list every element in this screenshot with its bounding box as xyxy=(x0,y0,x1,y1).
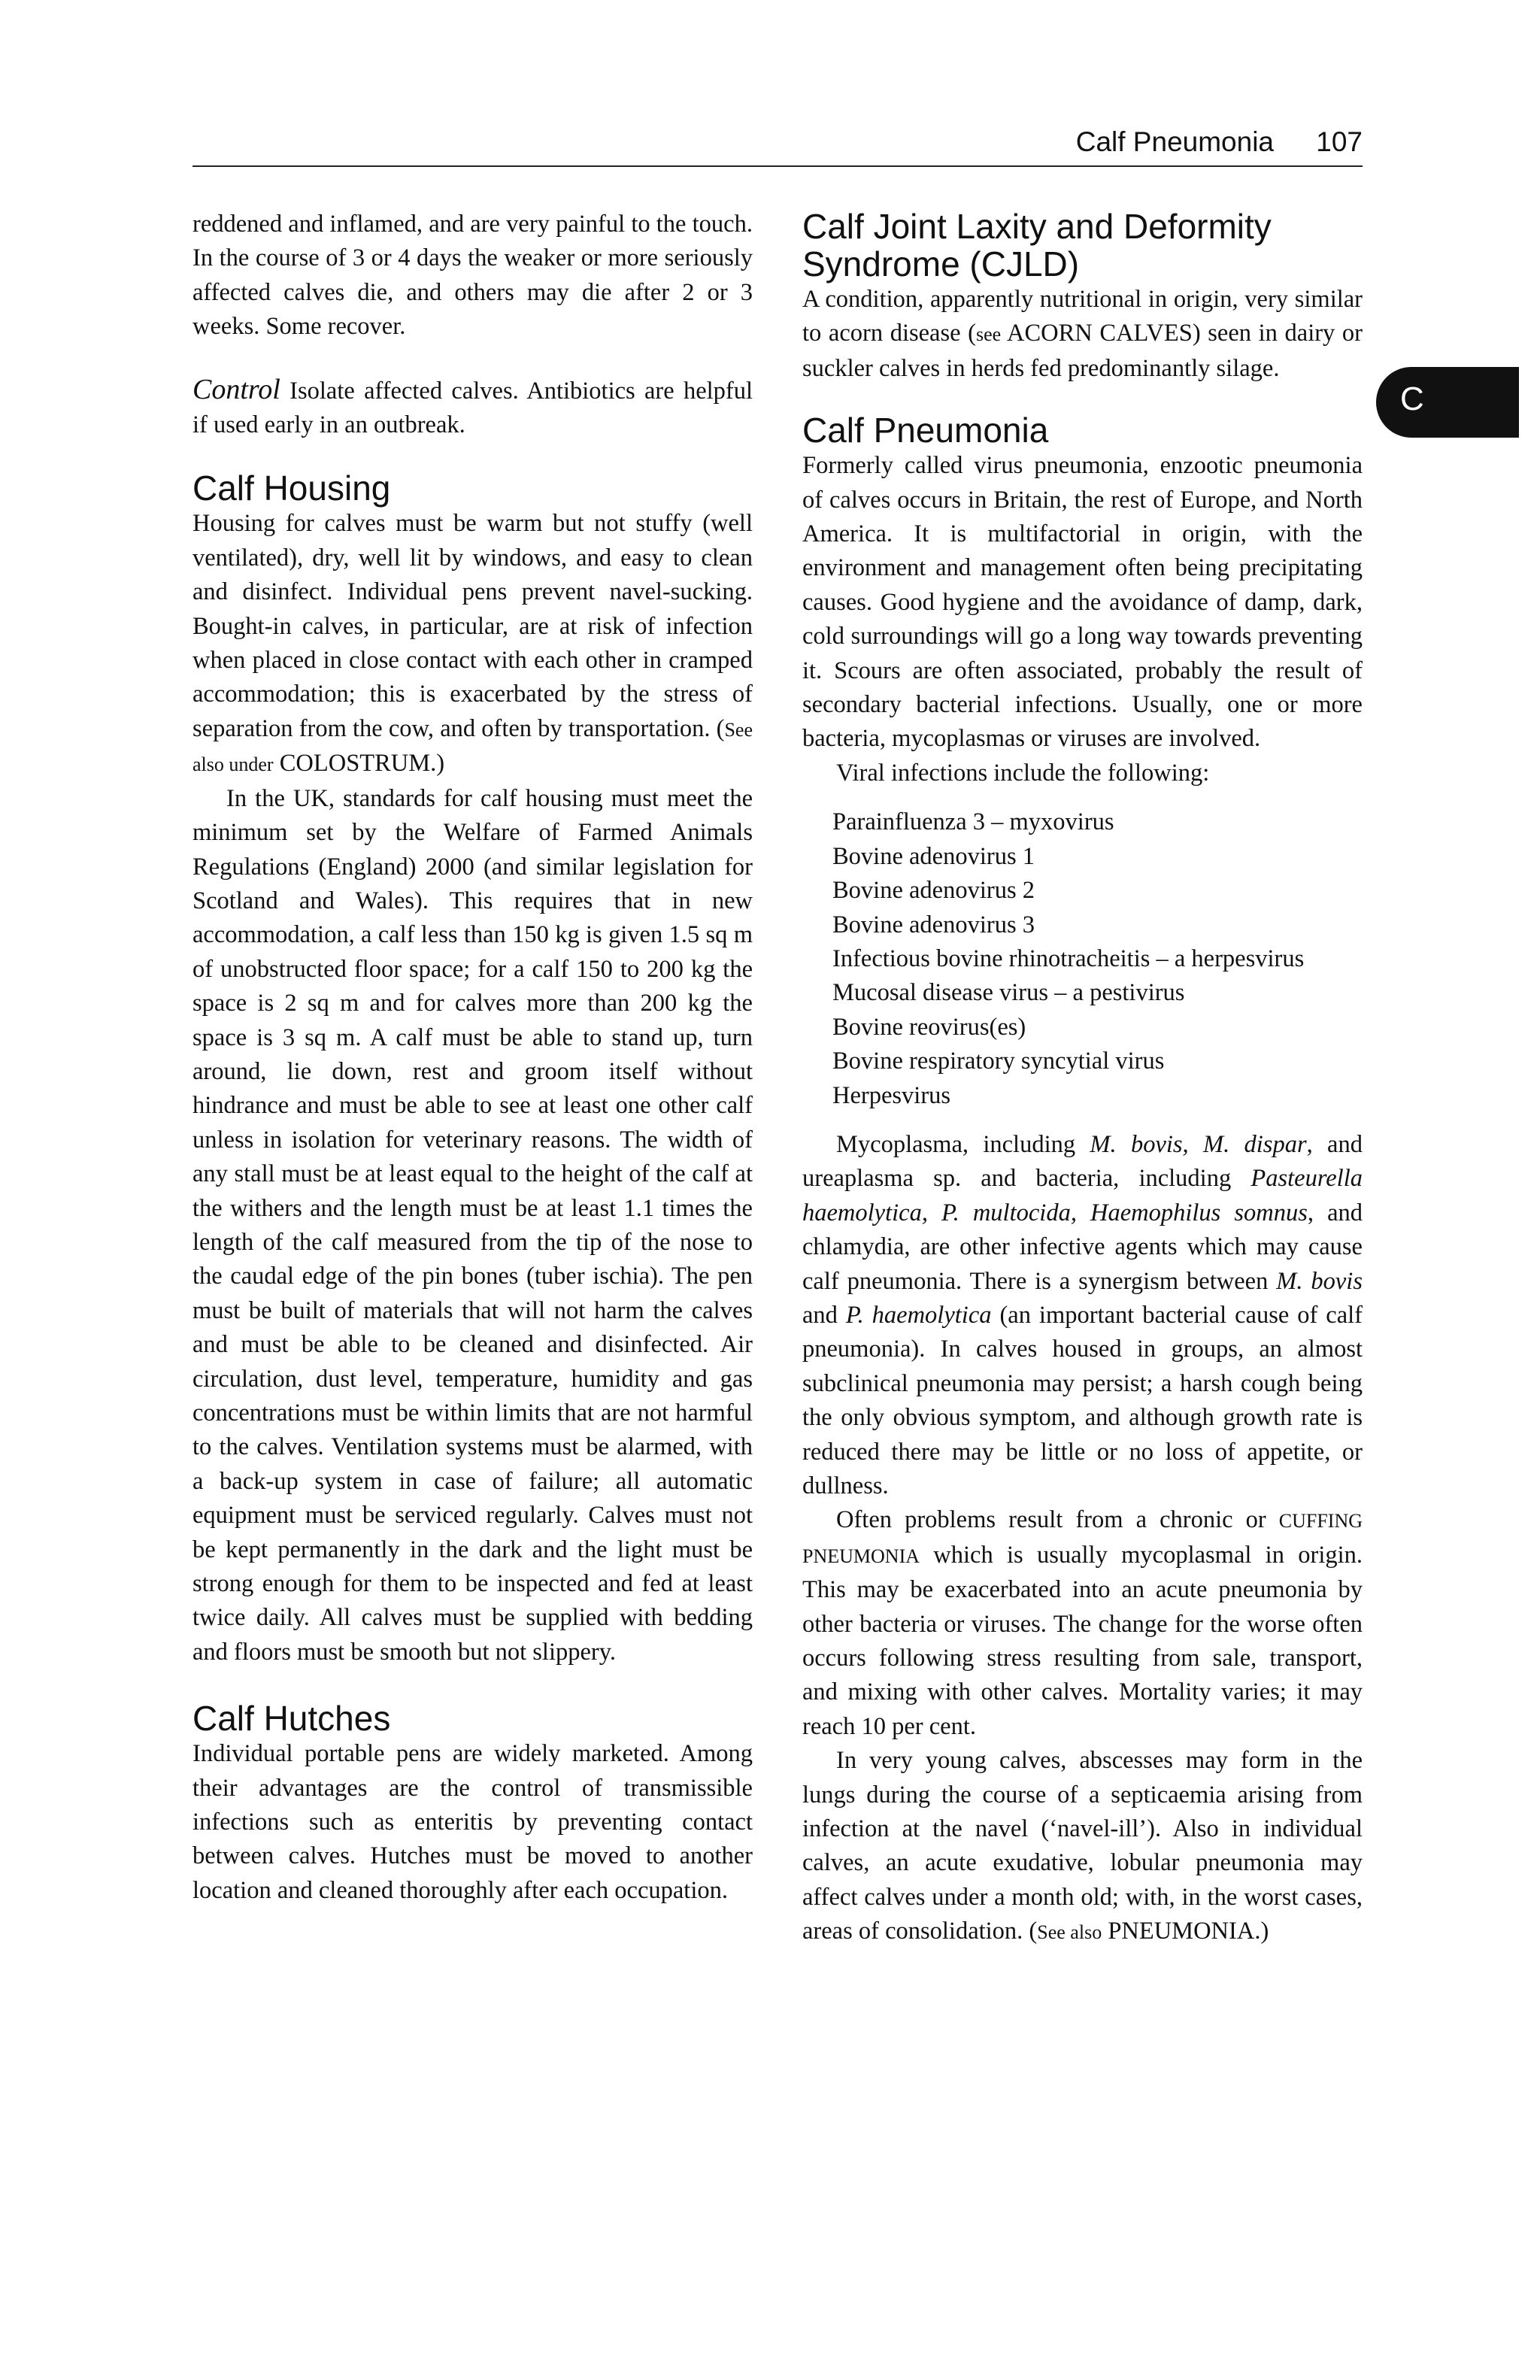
control-heading: Control xyxy=(192,373,280,405)
calf-pneumonia-paragraph-2: Viral infections include the following: xyxy=(836,759,1210,787)
running-head xyxy=(192,122,1363,167)
right-column xyxy=(802,208,1363,1950)
calf-housing-paragraph-2: In the UK, standards for calf housing must meet the minimum set by the Welfare of Farmed Animals Regulations (England) 2000 (and similar legislation for Scotland and Wales). This requires that in new accommodation, a calf less than 150 kg is given 1.5 sq m of unobstructed floor space; for a calf 150 to 200 kg the space is 2 sq m and for calves more than 200 kg the space is 3 sq m. A calf must be able to stand up, turn around, lie down, rest and groom itself without hindrance and must be able to see at least one other calf unless in isolation for veterinary reasons. The width of any stall must be at least equal to the height of the calf at the withers and the length must be at least 1.1 times the length of the calf measured from the tip of the nose to the caudal edge of the pin bones (tuber ischia). The pen must be built of materials that will not harm the calves and must be able to be cleaned and disinfected. Air circulation, dust level, temperature, humidity and gas concentrations must be within limits that are not harmful to the calves. Ventilation systems must be alarmed, with a back-up system in case of failure; all automatic equipment must be serviced regularly. Calves must not be kept permanently in the dark and the light must be strong enough for them to be inspected and fed at least twice daily. All calves must be supplied with bedding and floors must be smooth but not slippery. xyxy=(192,784,753,1666)
list-item: Herpesvirus xyxy=(832,1081,951,1109)
list-item: Bovine reovirus(es) xyxy=(832,1013,1026,1041)
running-head-title: Calf Pneumonia xyxy=(1075,126,1274,157)
young-calves-paragraph: In very young calves, abscesses may form in the lungs during the course of a septicaemia arising from infection at the navel (‘navel-ill’). Also in individual calves, an acute exudative, lobular pneumonia may affect calves under a month old; with, in the worst cases, areas of consolidation. (See also PNEUMONIA.) xyxy=(802,1747,1363,1945)
calf-hutches-paragraph: Individual portable pens are widely marketed. Among their advantages are the control of transmissible infections such as enteritis by preventing contact between calves. Hutches must be moved to another location and cleaned thoroughly after each occupation. xyxy=(192,1740,753,1904)
page-number: 107 xyxy=(1316,126,1363,157)
calf-pneumonia-heading: Calf Pneumonia xyxy=(802,411,1049,450)
list-item: Bovine adenovirus 3 xyxy=(832,911,1035,938)
calf-housing-paragraph-1: Housing for calves must be warm but not stuffy (well ventilated), dry, well lit by windows, and easy to clean and disinfect. Individual pens prevent navel-sucking. Bought-in calves, in particular, are at risk of infection when placed in close contact with each other in cramped accommodation; this is exacerbated by the stress of separation from the cow, and often by transportation. (See also under COLOSTRUM.) xyxy=(192,510,753,778)
continued-paragraph: reddened and inflamed, and are very painful to the touch. In the course of 3 or 4 days the weaker or more seriously affected calves die, and others may die after 2 or 3 weeks. Some recover. xyxy=(192,211,753,341)
cjld-paragraph: A condition, apparently nutritional in origin, very similar to acorn disease (see ACORN CALVES) seen in dairy or suckler calves in herds fed predominantly silage. xyxy=(802,286,1363,382)
control-paragraph: Control Isolate affected calves. Antibiotics are helpful if used early in an outbreak. xyxy=(192,373,753,439)
mycoplasma-paragraph: Mycoplasma, including M. bovis, M. dispar, and ureaplasma sp. and bacteria, including Pasteurella haemolytica, P. multocida, Haemophilus somnus, and chlamydia, are other infective agents which may cause calf pneumonia. There is a synergism between M. bovis and P. haemolytica (an important bacterial cause of calf pneumonia). In calves housed in groups, an almost subclinical pneumonia may persist; a harsh cough being the only obvious symptom, and although growth rate is reduced there may be little or no loss of appetite, or dullness. xyxy=(802,1130,1363,1499)
list-item: Bovine respiratory syncytial virus xyxy=(832,1048,1165,1075)
list-item: Bovine adenovirus 2 xyxy=(832,877,1035,905)
cjld-heading: Calf Joint Laxity and Deformity Syndrome (CJLD) xyxy=(802,207,1272,283)
list-item: Mucosal disease virus – a pestivirus xyxy=(832,979,1185,1007)
thumb-index-letter: C xyxy=(1400,380,1424,417)
list-item: Infectious bovine rhinotracheitis – a herpesvirus xyxy=(832,944,1305,972)
chronic-paragraph: Often problems result from a chronic or CUFFING PNEUMONIA which is usually mycoplasmal in origin. This may be exacerbated into an acute pneumonia by other bacteria or viruses. The change for the worse often occurs following stress resulting from sale, transport, and mixing with other calves. Mortality varies; it may reach 10 per cent. xyxy=(802,1506,1363,1740)
left-column xyxy=(192,208,753,1908)
calf-pneumonia-paragraph-1: Formerly called virus pneumonia, enzootic pneumonia of calves occurs in Britain, the rest of Europe, and North America. It is multifactorial in origin, with the environment and management often being precipitating causes. Good hygiene and the avoidance of damp, dark, cold surroundings will go a long way towards preventing it. Scours are often associated, probably the result of secondary bacterial infections. Usually, one or more bacteria, mycoplasmas or viruses are involved. xyxy=(802,452,1363,753)
calf-hutches-heading: Calf Hutches xyxy=(192,1699,391,1739)
list-item: Bovine adenovirus 1 xyxy=(832,842,1035,870)
list-item: Parainfluenza 3 – myxovirus xyxy=(832,808,1114,836)
virus-list xyxy=(832,805,1363,1113)
thumb-index-tab xyxy=(1376,367,1519,438)
calf-housing-heading: Calf Housing xyxy=(192,468,391,508)
